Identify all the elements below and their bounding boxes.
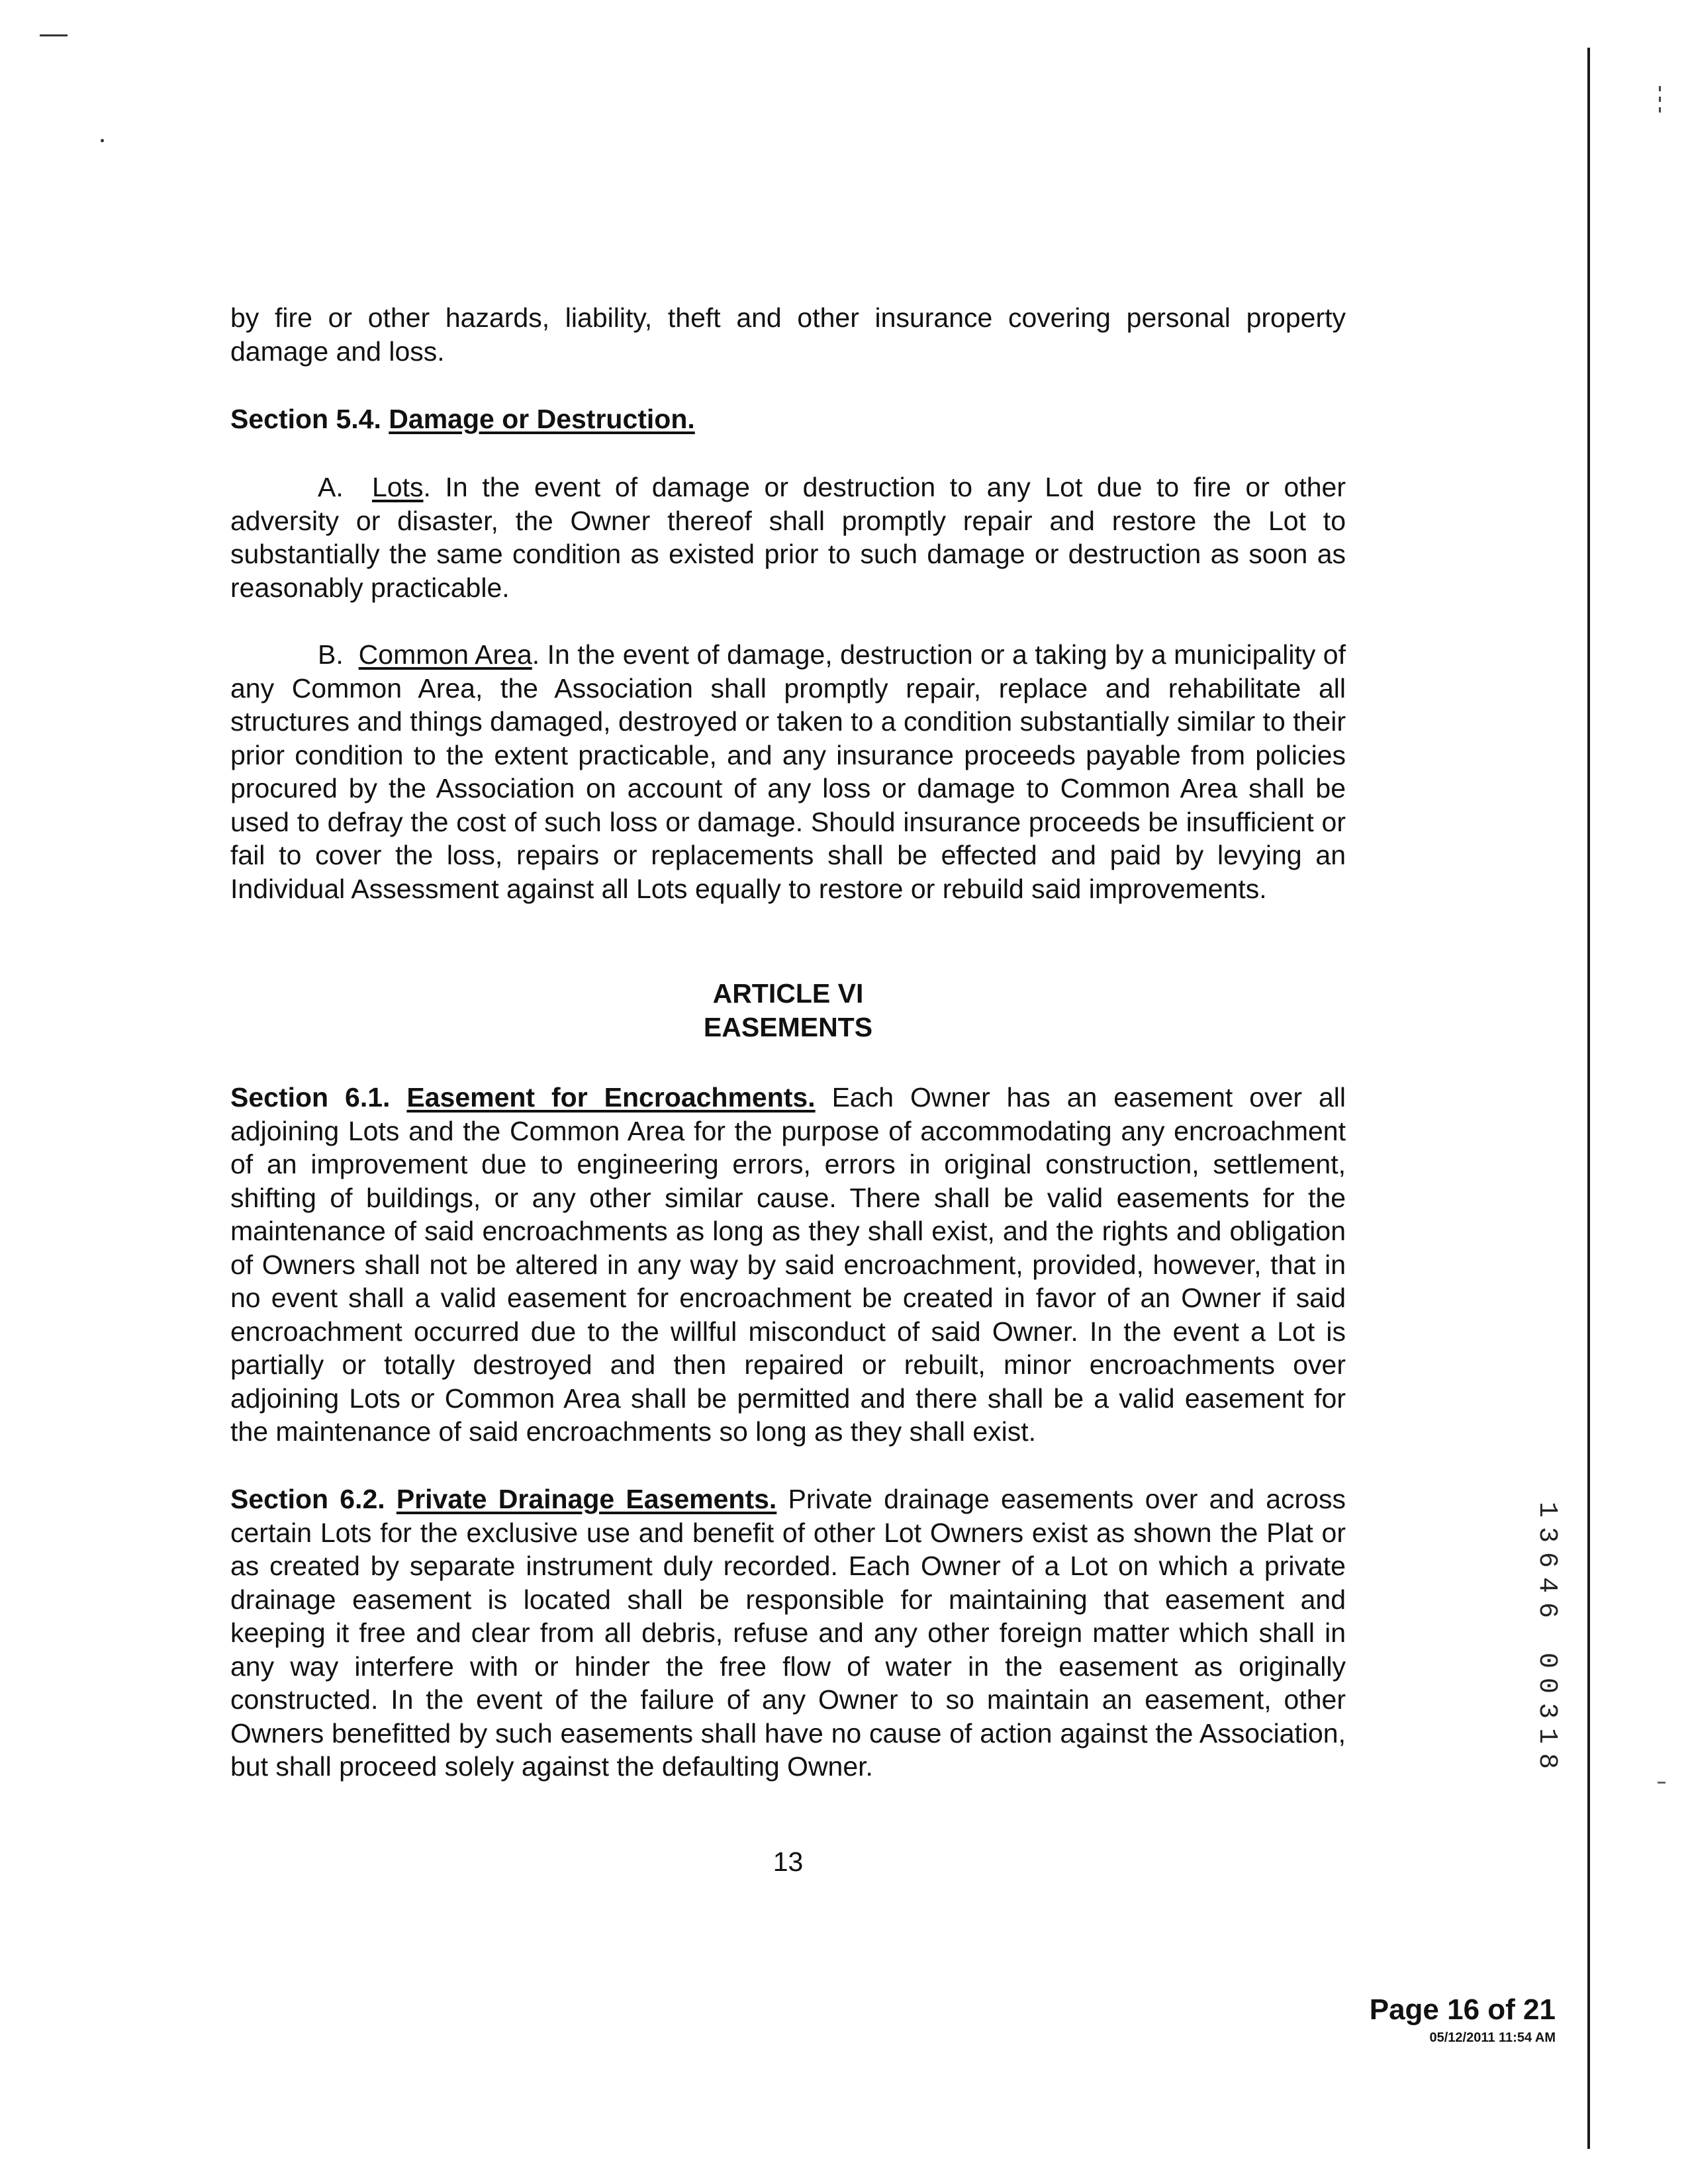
paragraph-label: B. [318, 639, 344, 670]
scan-artifact-mark [40, 34, 68, 36]
stamp-digit: 0 [1532, 1677, 1562, 1694]
section-title: Easement for Encroachments. [406, 1082, 816, 1113]
article-number: ARTICLE VI [712, 978, 864, 1009]
stamp-digit: 0 [1532, 1652, 1562, 1668]
section-title: Private Drainage Easements. [396, 1484, 777, 1514]
page-count-stamp: Page 16 of 21 [1369, 1993, 1556, 2026]
stamp-digit: 6 [1532, 1551, 1562, 1568]
paragraph-term: Lots [372, 472, 424, 502]
right-margin-rule [1587, 48, 1590, 2149]
section-number: Section 5.4. [230, 404, 381, 434]
paragraph-body: . In the event of damage or destruction to any Lot due to fire or other adversity or disaster, the Owner thereof shall promptly repair and restore the Lot to substantially the same condition as existed prior to such damage or destruction as soon as reasonably practicable. [230, 472, 1346, 603]
section-title: Damage or Destruction. [389, 404, 695, 434]
stamp-digit: 4 [1532, 1576, 1562, 1593]
page-number: 13 [773, 1846, 804, 1877]
stamp-digit: 8 [1532, 1752, 1562, 1769]
section-5-4-heading [230, 402, 1346, 436]
paragraph-a-lots [230, 471, 1346, 604]
paragraph-term: Common Area [358, 639, 532, 670]
paragraph-b-common-area [230, 638, 1346, 905]
recording-number-stamp [1528, 1497, 1565, 1774]
section-number: Section 6.2. [230, 1484, 385, 1514]
continuation-paragraph: by fire or other hazards, liability, theft and other insurance covering personal property damage and loss. [230, 302, 1346, 367]
stamp-digit: 1 [1532, 1727, 1562, 1744]
stamp-digit: 3 [1532, 1526, 1562, 1543]
section-body: Private drainage easements over and across certain Lots for the exclusive use and benefit of other Lot Owners exist as shown the Plat or as created by separate instrument duly recorded. Each Owner of a Lot on which a private drainage easement is located shall be responsible for maintaining that easement and keeping it free and clear from all debris, refuse and any other foreign matter which shall in any way interfere with or hinder the free flow of water in the easement as originally constructed. In the event of the failure of any Owner to so maintain an easement, other Owners benefitted by such easements shall have no cause of action against the Association, but shall proceed solely against the defaulting Owner. [230, 1484, 1346, 1782]
scan-artifact-tick [1658, 1782, 1665, 1784]
paragraph-body: . In the event of damage, destruction or a taking by a municipality of any Common Area, the Association shall promptly repair, replace and rehabilitate all structures and things damaged, destroyed or taken to a condition substantially similar to their prior condition to the extent practicable, and any insurance proceeds payable from policies procured by the Association on account of any loss or damage to Common Area shall be used to defray the cost of such loss or damage. Should insurance proceeds be insufficient or fail to cover the loss, repairs or replacements shall be effected and paid by levying an Individual Assessment against all Lots equally to restore or rebuild said improvements. [230, 639, 1346, 904]
stamp-digit: 3 [1532, 1702, 1562, 1719]
scan-artifact-dot [101, 139, 104, 142]
section-number: Section 6.1. [230, 1082, 391, 1113]
section-6-2 [230, 1482, 1346, 1784]
section-6-1 [230, 1081, 1346, 1449]
stamp-digit: 1 [1532, 1501, 1562, 1518]
stamp-digit: 6 [1532, 1602, 1562, 1618]
section-body: Each Owner has an easement over all adjoining Lots and the Common Area for the purpose of accommodating any encroachment of an improvement due to engineering errors, errors in original construction, settlement, shifting of buildings, or any other similar cause. There shall be valid easements for the maintenance of said encroachments as long as they shall exist, and the rights and obligation of Owners shall not be altered in any way by said encroachment, provided, however, that in no event shall a valid easement for encroachment be created in favor of an Owner if said encroachment occurred due to the willful misconduct of said Owner. In the event a Lot is partially or totally destroyed and then repaired or rebuilt, minor encroachments over adjoining Lots or Common Area shall be permitted and there shall be a valid easement for the maintenance of said encroachments so long as they shall exist. [230, 1082, 1346, 1447]
scan-artifact-dashes [1659, 86, 1661, 115]
paragraph-label: A. [318, 472, 344, 502]
article-title: EASEMENTS [703, 1012, 873, 1042]
timestamp-stamp: 05/12/2011 11:54 AM [1429, 2030, 1556, 2045]
